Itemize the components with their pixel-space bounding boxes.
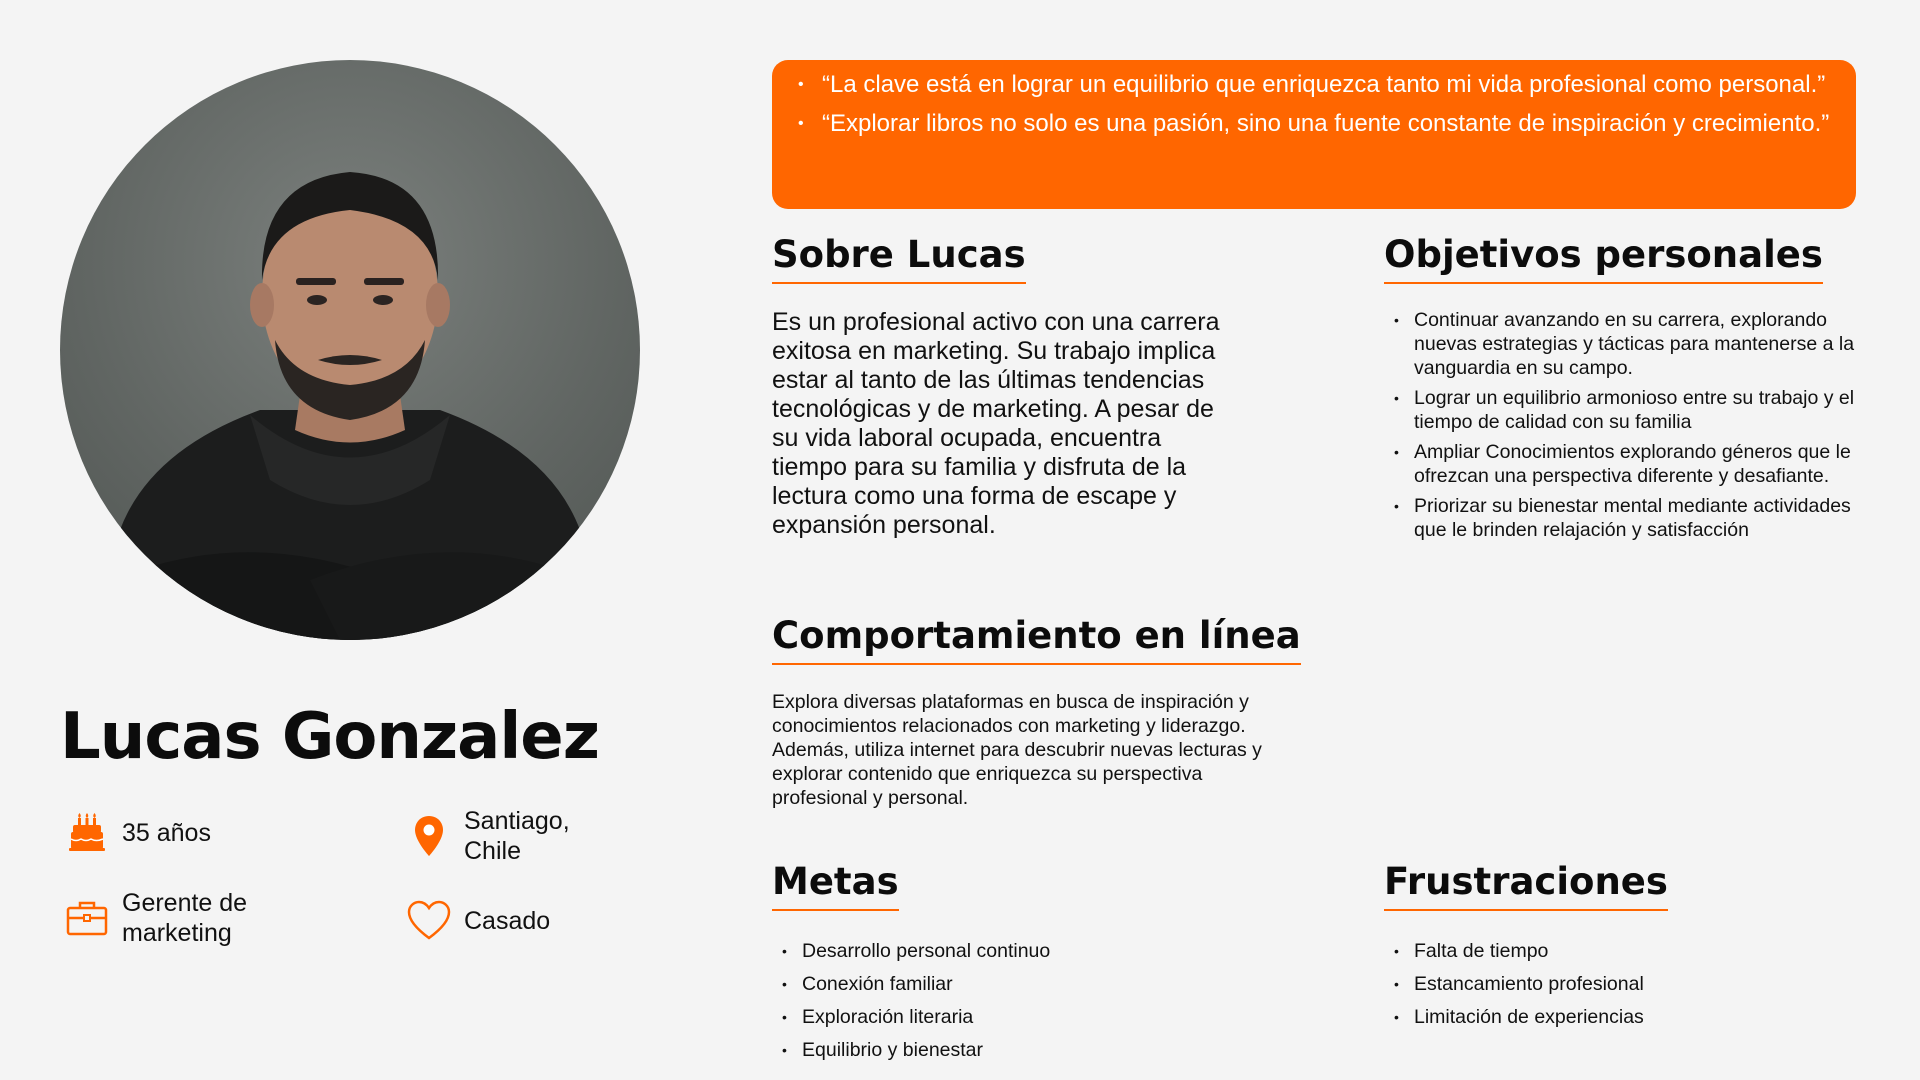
goal-item: • Equilibrio y bienestar	[772, 1034, 1050, 1067]
goal-item: • Conexión familiar	[772, 968, 1050, 1001]
quote-item: • “Explorar libros no solo es una pasión, sino una fuente constante de inspiración y crecimiento.”	[798, 109, 1832, 138]
objectives-heading: Objetivos personales	[1384, 233, 1823, 284]
portrait-illustration	[60, 60, 640, 640]
frustration-item: • Estancamiento profesional	[1384, 968, 1644, 1001]
profile-photo	[60, 60, 640, 640]
goals-heading: Metas	[772, 860, 899, 911]
objective-item: • Ampliar Conocimientos explorando géneros que le ofrezcan una perspectiva diferente y desafiante.	[1384, 440, 1860, 488]
cake-icon	[64, 810, 110, 856]
location-value: Santiago, Chile	[464, 807, 570, 865]
about-text: Es un profesional activo con una carrera exitosa en marketing. Su trabajo implica estar al tanto de las últimas tendencias tecnológicas y de marketing. A pesar de su vida laboral ocupada, encuentra tiempo para su familia y disfruta de la lectura como una forma de escape y expansión personal.	[772, 308, 1220, 539]
objective-item: • Continuar avanzando en su carrera, explorando nuevas estrategias y tácticas para mantenerse a la vanguardia en su campo.	[1384, 308, 1860, 380]
persona-name: Lucas Gonzalez	[60, 700, 599, 774]
objective-item: • Lograr un equilibrio armonioso entre su trabajo y el tiempo de calidad con su familia	[1384, 386, 1860, 434]
quote-item: • “La clave está en lograr un equilibrio que enriquezca tanto mi vida profesional como personal.”	[798, 70, 1832, 99]
briefcase-icon	[64, 895, 110, 941]
occupation-fact	[64, 888, 247, 948]
objectives-list	[1384, 308, 1860, 548]
online-behavior-heading: Comportamiento en línea	[772, 614, 1301, 665]
age-value: 35 años	[122, 819, 211, 847]
occupation-value: Gerente de marketing	[122, 889, 248, 947]
goal-item: • Exploración literaria	[772, 1001, 1050, 1034]
quotes-banner	[772, 60, 1856, 209]
frustrations-heading: Frustraciones	[1384, 860, 1668, 911]
heart-icon	[406, 898, 452, 944]
status-value: Casado	[464, 907, 551, 935]
goal-item: • Desarrollo personal continuo	[772, 935, 1050, 968]
frustration-item: • Falta de tiempo	[1384, 935, 1644, 968]
goals-list	[772, 935, 1050, 1067]
frustrations-list	[1384, 935, 1644, 1034]
about-heading: Sobre Lucas	[772, 233, 1026, 284]
age-fact	[64, 810, 211, 856]
location-pin-icon	[406, 813, 452, 859]
frustration-item: • Limitación de experiencias	[1384, 1001, 1644, 1034]
objective-item: • Priorizar su bienestar mental mediante actividades que le brinden relajación y satisfacción	[1384, 494, 1860, 542]
online-behavior-text: Explora diversas plataformas en busca de inspiración y conocimientos relacionados con marketing y liderazgo. Además, utiliza internet para descubrir nuevas lecturas y explorar contenido que enriquezca su perspectiva profesional y personal.	[772, 691, 1262, 809]
location-fact	[406, 806, 570, 866]
status-fact	[406, 898, 550, 944]
